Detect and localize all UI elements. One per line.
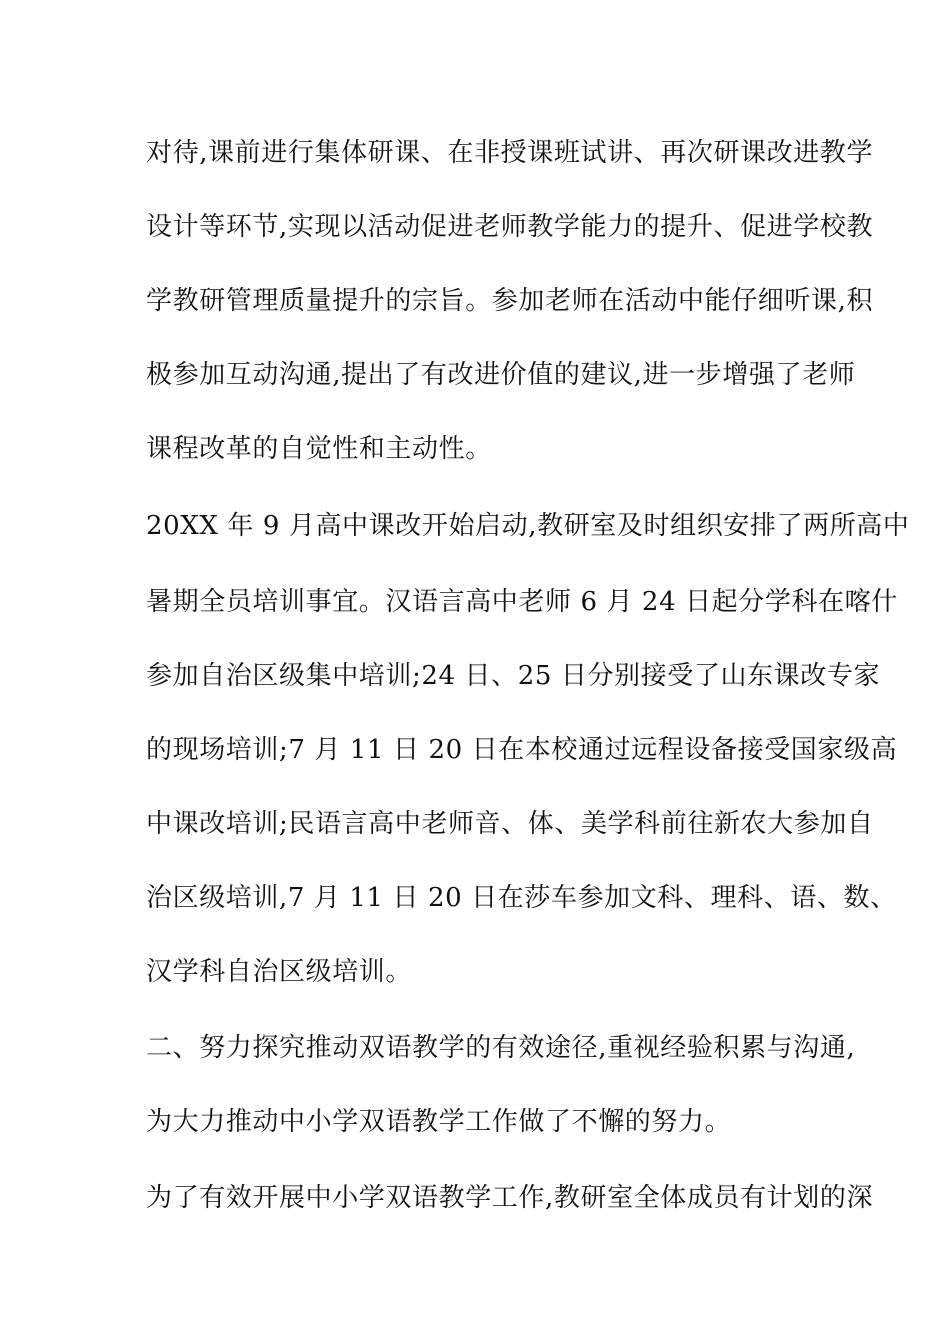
text-line: 中课改培训;民语言高中老师音、体、美学科前往新农大参加自 <box>146 809 874 839</box>
text-line: 治区级培训,7 月 11 日 20 日在莎车参加文科、理科、语、数、 <box>146 883 897 913</box>
section-heading-line: 为大力推动中小学双语教学工作做了不懈的努力。 <box>146 1107 732 1137</box>
text-line: 学教研管理质量提升的宗旨。参加老师在活动中能仔细听课,积 <box>146 286 874 316</box>
text-line: 设计等环节,实现以活动促进老师教学能力的提升、促进学校教 <box>146 212 874 242</box>
text-line: 参加自治区级集中培训;24 日、25 日分别接受了山东课改专家 <box>146 661 881 691</box>
text-line: 为了有效开展中小学双语教学工作,教研室全体成员有计划的深 <box>146 1183 874 1213</box>
text-line: 对待,课前进行集体研课、在非授课班试讲、再次研课改进教学 <box>146 138 874 168</box>
text-line: 汉学科自治区级培训。 <box>146 957 413 987</box>
text-line: 的现场培训;7 月 11 日 20 日在本校通过远程设备接受国家级高 <box>146 735 898 765</box>
text-line: 暑期全员培训事宜。汉语言高中老师 6 月 24 日起分学科在喀什 <box>146 587 898 617</box>
text-line: 课程改革的自觉性和主动性。 <box>146 434 492 464</box>
text-line: 20XX 年 9 月高中课改开始启动,教研室及时组织安排了两所高中 <box>146 511 910 541</box>
text-line: 极参加互动沟通,提出了有改进价值的建议,进一步增强了老师 <box>146 360 856 390</box>
section-heading-line: 二、努力探究推动双语教学的有效途径,重视经验积累与沟通, <box>146 1033 856 1063</box>
